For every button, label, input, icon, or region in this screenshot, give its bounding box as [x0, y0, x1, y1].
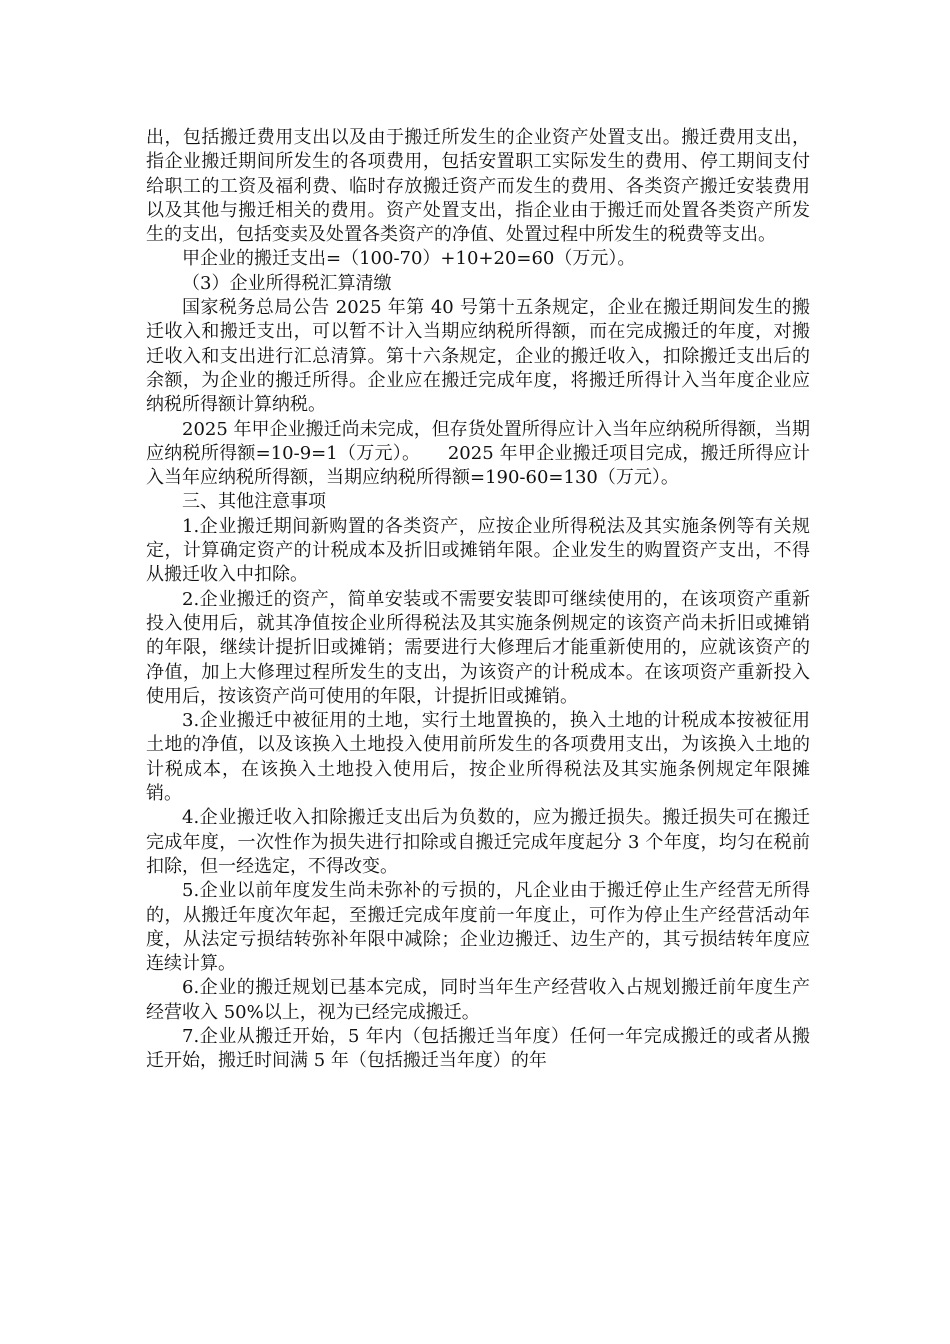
section-heading-tax-settlement: （3）企业所得税汇算清缴 [182, 272, 392, 294]
list-item-5: 5.企业以前年度发生尚未弥补的亏损的，凡企业由于搬迁停止生产经营无所得的，从搬迁年度次年起，至搬迁完成年度前一年度止，可作为停止生产经营活动年度，从法定亏损结转弥补年限中减除；企业边搬迁、边生产的，其亏损结转年度应连续计算。 [146, 880, 810, 975]
section-heading-other-notes: 三、其他注意事项 [182, 491, 326, 513]
list-item-1: 1.企业搬迁期间新购置的各类资产，应按企业所得税法及其实施条例等有关规定，计算确定资产的计税成本及折旧或摊销年限。企业发生的购置资产支出，不得从搬迁收入中扣除。 [146, 515, 810, 586]
list-item-4: 4.企业搬迁收入扣除搬迁支出后为负数的，应为搬迁损失。搬迁损失可在搬迁完成年度，一次性作为损失进行扣除或自搬迁完成年度起分 3 个年度，均匀在税前扣除，但一经选定，不得改变。 [146, 807, 810, 877]
document-page [146, 126, 810, 1074]
list-item-2: 2.企业搬迁的资产，简单安装或不需要安装即可继续使用的，在该项资产重新投入使用后，就其净值按企业所得税法及其实施条例规定的该资产尚未折旧或摊销的年限，继续计提折旧或摊销；需要进行大修理后才能重新使用的，应就该资产的净值，加上大修理过程所发生的支出，为该资产的计税成本。在该项资产重新投入使用后，按该资产尚可使用的年限，计提折旧或摊销。 [146, 588, 810, 707]
paragraph-relocation-expenses: 出，包括搬迁费用支出以及由于搬迁所发生的企业资产处置支出。搬迁费用支出，指企业搬迁期间所发生的各项费用，包括安置职工实际发生的费用、停工期间支付给职工的工资及福利费、临时存放搬迁资产而发生的费用、各类资产搬迁安装费用以及其他与搬迁相关的费用。资产处置支出，指企业由于搬迁而处置各类资产所发生的支出，包括变卖及处置各类资产的净值、处置过程中所发生的税费等支出。 [146, 127, 810, 246]
list-item-7: 7.企业从搬迁开始，5 年内（包括搬迁当年度）任何一年完成搬迁的或者从搬迁开始，搬迁时间满 5 年（包括搬迁当年度）的年 [146, 1025, 810, 1072]
list-item-6: 6.企业的搬迁规划已基本完成，同时当年生产经营收入占规划搬迁前年度生产经营收入 50%以上，视为已经完成搬迁。 [146, 977, 810, 1023]
paragraph-taxable-income: 2025 年甲企业搬迁尚未完成，但存货处置所得应计入当年应纳税所得额，当期应纳税所得额=10-9=1（万元）。 2025 年甲企业搬迁项目完成，搬迁所得应计入当年应纳税所得额，当期应纳税所得额=190-60=130（万元）。 [146, 418, 810, 489]
paragraph-expense-calculation: 甲企业的搬迁支出=（100-70）+10+20=60（万元）。 [182, 248, 636, 270]
list-item-3: 3.企业搬迁中被征用的土地，实行土地置换的，换入土地的计税成本按被征用土地的净值，以及该换入土地投入使用前所发生的各项费用支出，为该换入土地的计税成本，在该换入土地投入使用后，按企业所得税法及其实施条例规定年限摊销。 [146, 710, 810, 805]
paragraph-announcement-rules: 国家税务总局公告 2025 年第 40 号第十五条规定，企业在搬迁期间发生的搬迁收入和搬迁支出，可以暂不计入当期应纳税所得额，而在完成搬迁的年度，对搬迁收入和支出进行汇总清算。第十六条规定，企业的搬迁收入，扣除搬迁支出后的余额，为企业的搬迁所得。企业应在搬迁完成年度，将搬迁所得计入当年度企业应纳税所得额计算纳税。 [146, 297, 810, 416]
